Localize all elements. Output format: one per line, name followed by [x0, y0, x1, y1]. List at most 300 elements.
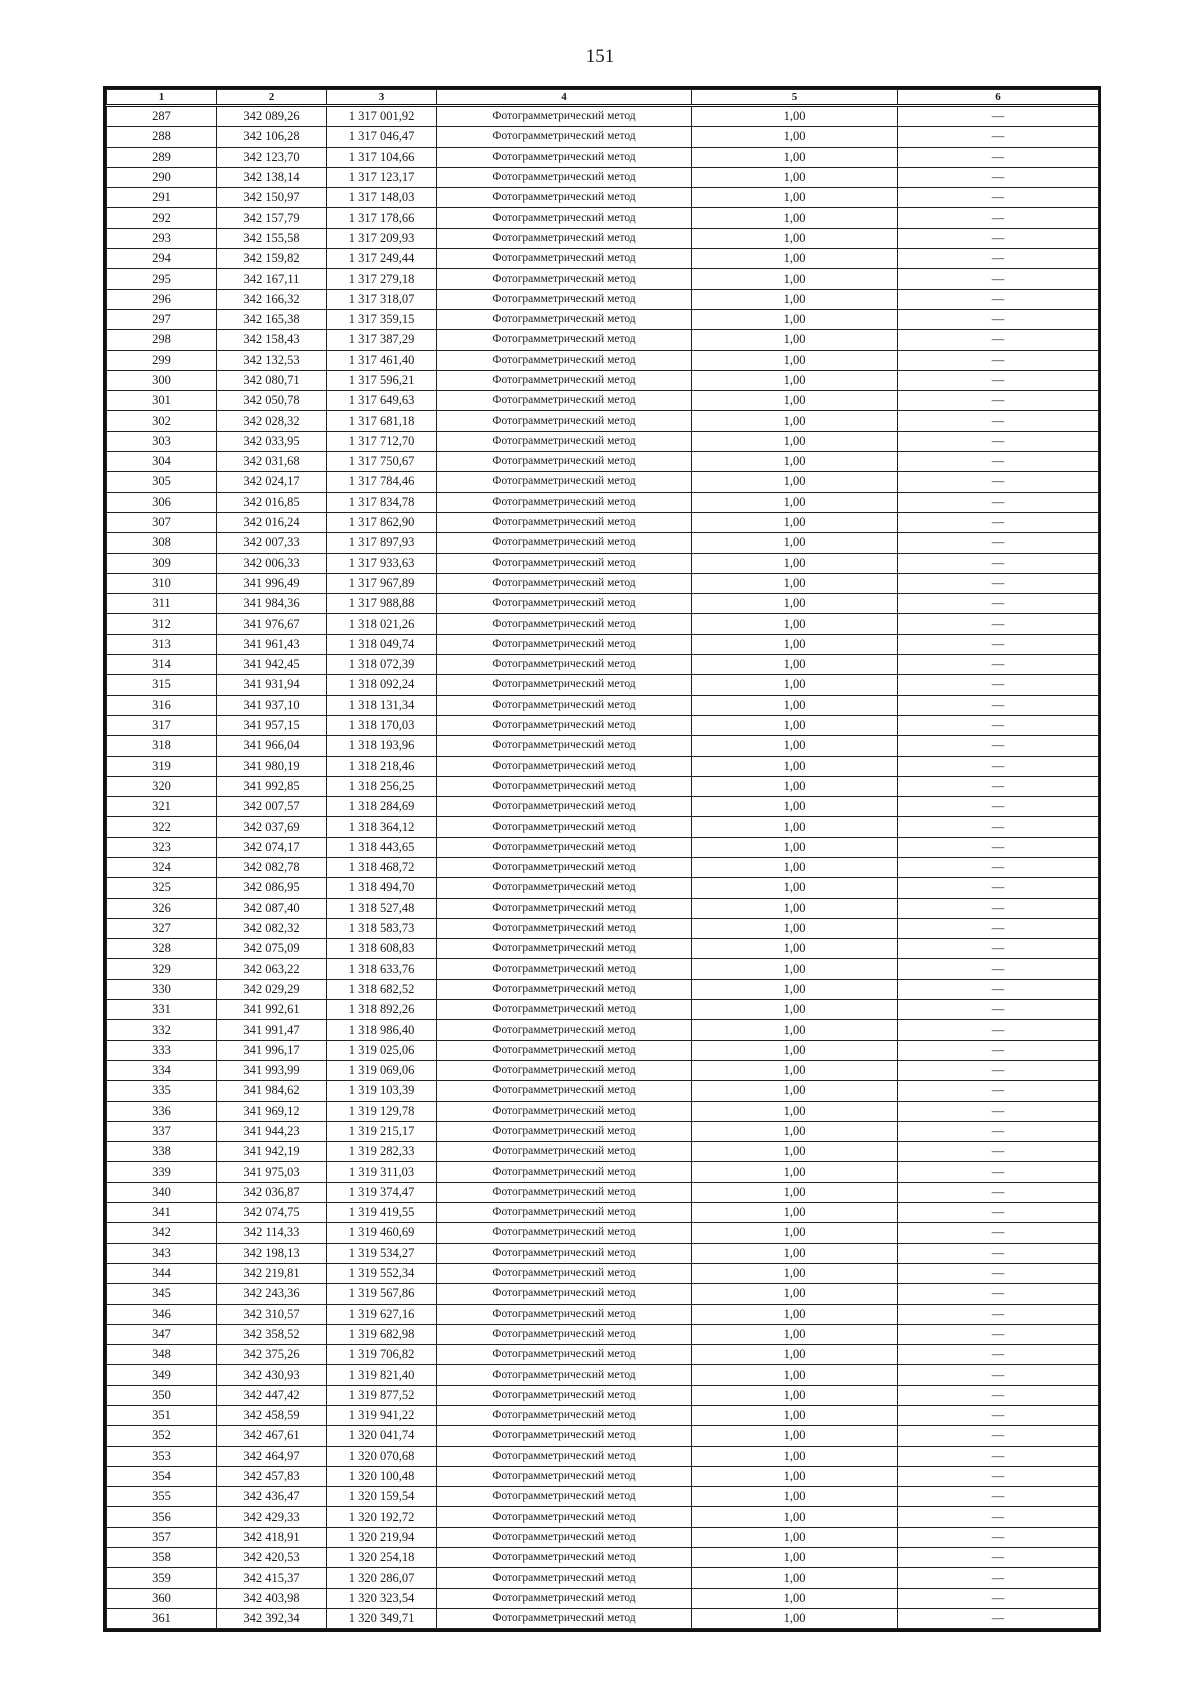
point-number-cell: 346 [107, 1304, 217, 1324]
x-coordinate-cell: 342 310,57 [217, 1304, 327, 1324]
table-row [107, 1487, 1099, 1507]
point-number-cell: 348 [107, 1345, 217, 1365]
accuracy-cell: 1,00 [692, 533, 898, 553]
method-cell: Фотограмметрический метод [437, 370, 692, 390]
point-number-cell: 316 [107, 695, 217, 715]
method-cell: Фотограмметрический метод [437, 1060, 692, 1080]
note-cell: — [898, 817, 1099, 837]
accuracy-cell: 1,00 [692, 1446, 898, 1466]
y-coordinate-cell: 1 318 170,03 [327, 715, 437, 735]
table-row [107, 370, 1099, 390]
y-coordinate-cell: 1 320 192,72 [327, 1507, 437, 1527]
table-row [107, 167, 1099, 187]
method-cell: Фотограмметрический метод [437, 715, 692, 735]
point-number-cell: 301 [107, 391, 217, 411]
accuracy-cell: 1,00 [692, 1548, 898, 1568]
table-row [107, 675, 1099, 695]
x-coordinate-cell: 341 976,67 [217, 614, 327, 634]
x-coordinate-cell: 341 942,19 [217, 1142, 327, 1162]
point-number-cell: 297 [107, 309, 217, 329]
method-cell: Фотограмметрический метод [437, 472, 692, 492]
table-row [107, 1466, 1099, 1486]
point-number-cell: 359 [107, 1568, 217, 1588]
x-coordinate-cell: 341 957,15 [217, 715, 327, 735]
table-row [107, 1243, 1099, 1263]
x-coordinate-cell: 341 942,45 [217, 655, 327, 675]
method-cell: Фотограмметрический метод [437, 452, 692, 472]
point-number-cell: 321 [107, 797, 217, 817]
method-cell: Фотограмметрический метод [437, 1020, 692, 1040]
x-coordinate-cell: 342 403,98 [217, 1588, 327, 1608]
y-coordinate-cell: 1 318 021,26 [327, 614, 437, 634]
method-cell: Фотограмметрический метод [437, 228, 692, 248]
coordinates-table [106, 89, 1099, 1629]
point-number-cell: 313 [107, 634, 217, 654]
y-coordinate-cell: 1 319 460,69 [327, 1223, 437, 1243]
note-cell: — [898, 1203, 1099, 1223]
note-cell: — [898, 939, 1099, 959]
method-cell: Фотограмметрический метод [437, 188, 692, 208]
method-cell: Фотограмметрический метод [437, 695, 692, 715]
point-number-cell: 335 [107, 1081, 217, 1101]
table-row [107, 695, 1099, 715]
x-coordinate-cell: 341 969,12 [217, 1101, 327, 1121]
y-coordinate-cell: 1 318 193,96 [327, 736, 437, 756]
y-coordinate-cell: 1 318 092,24 [327, 675, 437, 695]
note-cell: — [898, 1142, 1099, 1162]
note-cell: — [898, 898, 1099, 918]
note-cell: — [898, 1121, 1099, 1141]
table-row [107, 208, 1099, 228]
accuracy-cell: 1,00 [692, 127, 898, 147]
point-number-cell: 303 [107, 431, 217, 451]
note-cell: — [898, 1608, 1099, 1628]
method-cell: Фотограмметрический метод [437, 918, 692, 938]
y-coordinate-cell: 1 320 041,74 [327, 1426, 437, 1446]
method-cell: Фотограмметрический метод [437, 837, 692, 857]
y-coordinate-cell: 1 317 933,63 [327, 553, 437, 573]
accuracy-cell: 1,00 [692, 350, 898, 370]
column-header-3: 3 [327, 90, 437, 106]
y-coordinate-cell: 1 319 419,55 [327, 1203, 437, 1223]
table-row [107, 1142, 1099, 1162]
y-coordinate-cell: 1 318 284,69 [327, 797, 437, 817]
accuracy-cell: 1,00 [692, 1527, 898, 1547]
method-cell: Фотограмметрический метод [437, 1203, 692, 1223]
note-cell: — [898, 391, 1099, 411]
point-number-cell: 322 [107, 817, 217, 837]
y-coordinate-cell: 1 319 069,06 [327, 1060, 437, 1080]
y-coordinate-cell: 1 317 001,92 [327, 106, 437, 127]
note-cell: — [898, 594, 1099, 614]
accuracy-cell: 1,00 [692, 1304, 898, 1324]
x-coordinate-cell: 341 966,04 [217, 736, 327, 756]
note-cell: — [898, 208, 1099, 228]
x-coordinate-cell: 341 937,10 [217, 695, 327, 715]
y-coordinate-cell: 1 317 784,46 [327, 472, 437, 492]
y-coordinate-cell: 1 318 583,73 [327, 918, 437, 938]
point-number-cell: 330 [107, 979, 217, 999]
method-cell: Фотограмметрический метод [437, 939, 692, 959]
accuracy-cell: 1,00 [692, 228, 898, 248]
point-number-cell: 319 [107, 756, 217, 776]
method-cell: Фотограмметрический метод [437, 1162, 692, 1182]
accuracy-cell: 1,00 [692, 1081, 898, 1101]
table-row [107, 634, 1099, 654]
point-number-cell: 349 [107, 1365, 217, 1385]
accuracy-cell: 1,00 [692, 675, 898, 695]
point-number-cell: 312 [107, 614, 217, 634]
note-cell: — [898, 959, 1099, 979]
point-number-cell: 331 [107, 1000, 217, 1020]
point-number-cell: 360 [107, 1588, 217, 1608]
note-cell: — [898, 918, 1099, 938]
x-coordinate-cell: 342 036,87 [217, 1182, 327, 1202]
accuracy-cell: 1,00 [692, 857, 898, 877]
accuracy-cell: 1,00 [692, 1040, 898, 1060]
accuracy-cell: 1,00 [692, 249, 898, 269]
point-number-cell: 320 [107, 776, 217, 796]
note-cell: — [898, 350, 1099, 370]
note-cell: — [898, 147, 1099, 167]
x-coordinate-cell: 342 114,33 [217, 1223, 327, 1243]
point-number-cell: 294 [107, 249, 217, 269]
table-row [107, 817, 1099, 837]
accuracy-cell: 1,00 [692, 1406, 898, 1426]
point-number-cell: 345 [107, 1284, 217, 1304]
method-cell: Фотограмметрический метод [437, 1487, 692, 1507]
header-row [107, 90, 1099, 106]
x-coordinate-cell: 342 050,78 [217, 391, 327, 411]
method-cell: Фотограмметрический метод [437, 350, 692, 370]
point-number-cell: 333 [107, 1040, 217, 1060]
note-cell: — [898, 1040, 1099, 1060]
accuracy-cell: 1,00 [692, 614, 898, 634]
table-row [107, 1548, 1099, 1568]
y-coordinate-cell: 1 317 681,18 [327, 411, 437, 431]
table-row [107, 431, 1099, 451]
x-coordinate-cell: 342 006,33 [217, 553, 327, 573]
accuracy-cell: 1,00 [692, 898, 898, 918]
point-number-cell: 323 [107, 837, 217, 857]
x-coordinate-cell: 341 991,47 [217, 1020, 327, 1040]
method-cell: Фотограмметрический метод [437, 249, 692, 269]
x-coordinate-cell: 342 430,93 [217, 1365, 327, 1385]
table-row [107, 1304, 1099, 1324]
note-cell: — [898, 472, 1099, 492]
y-coordinate-cell: 1 318 049,74 [327, 634, 437, 654]
point-number-cell: 305 [107, 472, 217, 492]
y-coordinate-cell: 1 318 633,76 [327, 959, 437, 979]
note-cell: — [898, 1101, 1099, 1121]
method-cell: Фотограмметрический метод [437, 979, 692, 999]
note-cell: — [898, 614, 1099, 634]
y-coordinate-cell: 1 317 209,93 [327, 228, 437, 248]
point-number-cell: 352 [107, 1426, 217, 1446]
y-coordinate-cell: 1 319 682,98 [327, 1324, 437, 1344]
point-number-cell: 288 [107, 127, 217, 147]
note-cell: — [898, 228, 1099, 248]
point-number-cell: 307 [107, 512, 217, 532]
x-coordinate-cell: 341 984,36 [217, 594, 327, 614]
y-coordinate-cell: 1 317 988,88 [327, 594, 437, 614]
method-cell: Фотограмметрический метод [437, 1243, 692, 1263]
x-coordinate-cell: 342 033,95 [217, 431, 327, 451]
note-cell: — [898, 756, 1099, 776]
table-row [107, 147, 1099, 167]
table-row [107, 939, 1099, 959]
x-coordinate-cell: 342 007,57 [217, 797, 327, 817]
point-number-cell: 300 [107, 370, 217, 390]
point-number-cell: 291 [107, 188, 217, 208]
note-cell: — [898, 979, 1099, 999]
y-coordinate-cell: 1 319 025,06 [327, 1040, 437, 1060]
x-coordinate-cell: 342 087,40 [217, 898, 327, 918]
table-row [107, 655, 1099, 675]
column-header-5: 5 [692, 90, 898, 106]
note-cell: — [898, 1243, 1099, 1263]
table-row [107, 269, 1099, 289]
accuracy-cell: 1,00 [692, 452, 898, 472]
method-cell: Фотограмметрический метод [437, 1121, 692, 1141]
accuracy-cell: 1,00 [692, 1385, 898, 1405]
accuracy-cell: 1,00 [692, 1223, 898, 1243]
note-cell: — [898, 1162, 1099, 1182]
point-number-cell: 361 [107, 1608, 217, 1628]
accuracy-cell: 1,00 [692, 411, 898, 431]
point-number-cell: 304 [107, 452, 217, 472]
point-number-cell: 309 [107, 553, 217, 573]
point-number-cell: 357 [107, 1527, 217, 1547]
x-coordinate-cell: 341 992,85 [217, 776, 327, 796]
note-cell: — [898, 269, 1099, 289]
point-number-cell: 290 [107, 167, 217, 187]
method-cell: Фотограмметрический метод [437, 1548, 692, 1568]
accuracy-cell: 1,00 [692, 1000, 898, 1020]
table-row [107, 330, 1099, 350]
x-coordinate-cell: 342 436,47 [217, 1487, 327, 1507]
y-coordinate-cell: 1 317 387,29 [327, 330, 437, 350]
note-cell: — [898, 106, 1099, 127]
point-number-cell: 295 [107, 269, 217, 289]
y-coordinate-cell: 1 317 178,66 [327, 208, 437, 228]
accuracy-cell: 1,00 [692, 1568, 898, 1588]
table-row [107, 1182, 1099, 1202]
note-cell: — [898, 1406, 1099, 1426]
column-header-2: 2 [217, 90, 327, 106]
method-cell: Фотограмметрический метод [437, 817, 692, 837]
y-coordinate-cell: 1 320 159,54 [327, 1487, 437, 1507]
note-cell: — [898, 776, 1099, 796]
y-coordinate-cell: 1 318 131,34 [327, 695, 437, 715]
note-cell: — [898, 1487, 1099, 1507]
accuracy-cell: 1,00 [692, 1588, 898, 1608]
point-number-cell: 337 [107, 1121, 217, 1141]
x-coordinate-cell: 342 123,70 [217, 147, 327, 167]
y-coordinate-cell: 1 317 596,21 [327, 370, 437, 390]
point-number-cell: 326 [107, 898, 217, 918]
method-cell: Фотограмметрический метод [437, 898, 692, 918]
point-number-cell: 293 [107, 228, 217, 248]
y-coordinate-cell: 1 318 256,25 [327, 776, 437, 796]
accuracy-cell: 1,00 [692, 837, 898, 857]
table-row [107, 1081, 1099, 1101]
x-coordinate-cell: 342 464,97 [217, 1446, 327, 1466]
y-coordinate-cell: 1 317 862,90 [327, 512, 437, 532]
x-coordinate-cell: 342 063,22 [217, 959, 327, 979]
accuracy-cell: 1,00 [692, 289, 898, 309]
accuracy-cell: 1,00 [692, 1162, 898, 1182]
table-row [107, 1121, 1099, 1141]
note-cell: — [898, 1081, 1099, 1101]
method-cell: Фотограмметрический метод [437, 1284, 692, 1304]
y-coordinate-cell: 1 317 359,15 [327, 309, 437, 329]
point-number-cell: 306 [107, 492, 217, 512]
table-row [107, 1060, 1099, 1080]
y-coordinate-cell: 1 318 443,65 [327, 837, 437, 857]
y-coordinate-cell: 1 318 608,83 [327, 939, 437, 959]
table-row [107, 512, 1099, 532]
method-cell: Фотограмметрический метод [437, 512, 692, 532]
y-coordinate-cell: 1 317 461,40 [327, 350, 437, 370]
note-cell: — [898, 1345, 1099, 1365]
accuracy-cell: 1,00 [692, 492, 898, 512]
y-coordinate-cell: 1 317 712,70 [327, 431, 437, 451]
table-row [107, 1527, 1099, 1547]
table-row [107, 1385, 1099, 1405]
table-row [107, 1406, 1099, 1426]
table-row [107, 1608, 1099, 1628]
method-cell: Фотограмметрический метод [437, 655, 692, 675]
note-cell: — [898, 452, 1099, 472]
method-cell: Фотограмметрический метод [437, 959, 692, 979]
method-cell: Фотограмметрический метод [437, 1263, 692, 1283]
method-cell: Фотограмметрический метод [437, 1466, 692, 1486]
accuracy-cell: 1,00 [692, 878, 898, 898]
method-cell: Фотограмметрический метод [437, 756, 692, 776]
accuracy-cell: 1,00 [692, 330, 898, 350]
accuracy-cell: 1,00 [692, 1608, 898, 1628]
accuracy-cell: 1,00 [692, 959, 898, 979]
y-coordinate-cell: 1 320 286,07 [327, 1568, 437, 1588]
x-coordinate-cell: 342 106,28 [217, 127, 327, 147]
method-cell: Фотограмметрический метод [437, 167, 692, 187]
y-coordinate-cell: 1 317 897,93 [327, 533, 437, 553]
y-coordinate-cell: 1 317 046,47 [327, 127, 437, 147]
method-cell: Фотограмметрический метод [437, 776, 692, 796]
note-cell: — [898, 1466, 1099, 1486]
y-coordinate-cell: 1 317 318,07 [327, 289, 437, 309]
x-coordinate-cell: 342 016,85 [217, 492, 327, 512]
method-cell: Фотограмметрический метод [437, 147, 692, 167]
y-coordinate-cell: 1 318 527,48 [327, 898, 437, 918]
x-coordinate-cell: 342 165,38 [217, 309, 327, 329]
note-cell: — [898, 492, 1099, 512]
x-coordinate-cell: 341 984,62 [217, 1081, 327, 1101]
note-cell: — [898, 330, 1099, 350]
method-cell: Фотограмметрический метод [437, 1588, 692, 1608]
table-row [107, 1101, 1099, 1121]
method-cell: Фотограмметрический метод [437, 594, 692, 614]
x-coordinate-cell: 342 155,58 [217, 228, 327, 248]
note-cell: — [898, 1263, 1099, 1283]
accuracy-cell: 1,00 [692, 1487, 898, 1507]
point-number-cell: 310 [107, 573, 217, 593]
point-number-cell: 329 [107, 959, 217, 979]
note-cell: — [898, 695, 1099, 715]
method-cell: Фотограмметрический метод [437, 391, 692, 411]
accuracy-cell: 1,00 [692, 472, 898, 492]
note-cell: — [898, 1365, 1099, 1385]
point-number-cell: 317 [107, 715, 217, 735]
accuracy-cell: 1,00 [692, 1284, 898, 1304]
accuracy-cell: 1,00 [692, 1203, 898, 1223]
method-cell: Фотограмметрический метод [437, 533, 692, 553]
table-row [107, 979, 1099, 999]
note-cell: — [898, 837, 1099, 857]
x-coordinate-cell: 342 375,26 [217, 1345, 327, 1365]
accuracy-cell: 1,00 [692, 1243, 898, 1263]
method-cell: Фотограмметрический метод [437, 269, 692, 289]
method-cell: Фотограмметрический метод [437, 675, 692, 695]
point-number-cell: 353 [107, 1446, 217, 1466]
note-cell: — [898, 857, 1099, 877]
x-coordinate-cell: 342 358,52 [217, 1324, 327, 1344]
accuracy-cell: 1,00 [692, 756, 898, 776]
note-cell: — [898, 533, 1099, 553]
table-row [107, 472, 1099, 492]
note-cell: — [898, 736, 1099, 756]
table-row [107, 837, 1099, 857]
note-cell: — [898, 1324, 1099, 1344]
y-coordinate-cell: 1 320 100,48 [327, 1466, 437, 1486]
y-coordinate-cell: 1 318 218,46 [327, 756, 437, 776]
accuracy-cell: 1,00 [692, 1101, 898, 1121]
y-coordinate-cell: 1 319 282,33 [327, 1142, 437, 1162]
point-number-cell: 343 [107, 1243, 217, 1263]
note-cell: — [898, 289, 1099, 309]
accuracy-cell: 1,00 [692, 1365, 898, 1385]
x-coordinate-cell: 341 975,03 [217, 1162, 327, 1182]
accuracy-cell: 1,00 [692, 309, 898, 329]
x-coordinate-cell: 342 080,71 [217, 370, 327, 390]
point-number-cell: 311 [107, 594, 217, 614]
note-cell: — [898, 655, 1099, 675]
method-cell: Фотограмметрический метод [437, 634, 692, 654]
y-coordinate-cell: 1 317 123,17 [327, 167, 437, 187]
y-coordinate-cell: 1 317 649,63 [327, 391, 437, 411]
y-coordinate-cell: 1 319 706,82 [327, 1345, 437, 1365]
point-number-cell: 344 [107, 1263, 217, 1283]
point-number-cell: 342 [107, 1223, 217, 1243]
table-row [107, 776, 1099, 796]
y-coordinate-cell: 1 319 552,34 [327, 1263, 437, 1283]
y-coordinate-cell: 1 319 103,39 [327, 1081, 437, 1101]
note-cell: — [898, 431, 1099, 451]
accuracy-cell: 1,00 [692, 776, 898, 796]
note-cell: — [898, 411, 1099, 431]
x-coordinate-cell: 342 219,81 [217, 1263, 327, 1283]
accuracy-cell: 1,00 [692, 1324, 898, 1344]
note-cell: — [898, 370, 1099, 390]
method-cell: Фотограмметрический метод [437, 1101, 692, 1121]
table-row [107, 1040, 1099, 1060]
table-row [107, 411, 1099, 431]
accuracy-cell: 1,00 [692, 979, 898, 999]
method-cell: Фотограмметрический метод [437, 736, 692, 756]
table-row [107, 1588, 1099, 1608]
x-coordinate-cell: 342 074,75 [217, 1203, 327, 1223]
